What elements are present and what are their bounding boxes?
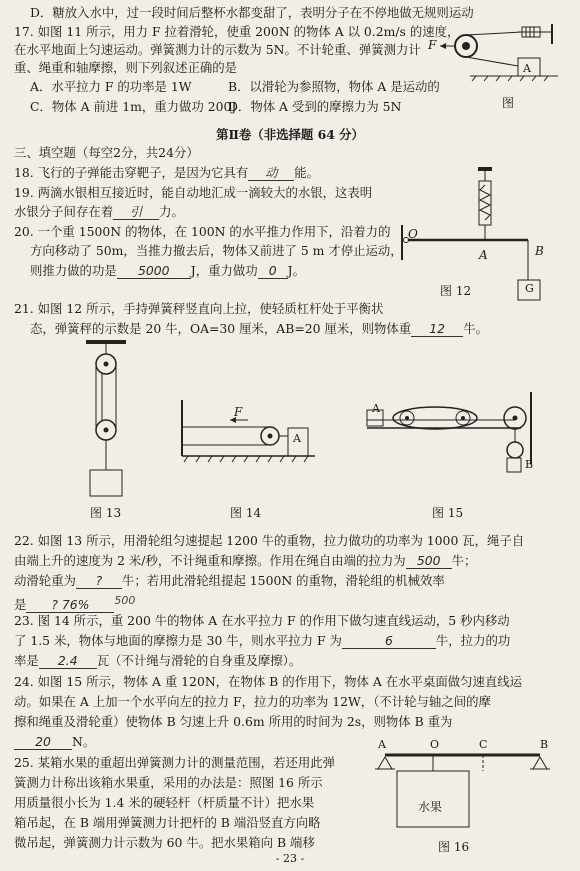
q17-line3: 重、绳重和轴摩擦，则下列叙述正确的是 (14, 60, 238, 75)
figure-11 (440, 14, 560, 104)
q22-text-4: 是 (14, 597, 27, 613)
q23-post-3: 瓦（不计绳与滑轮的自身重及摩擦）。 (96, 653, 302, 668)
q17-line2: 在水平地面上匀速运动。弹簧测力计的示数为 5N。不计轮重、弹簧测力计 (14, 42, 421, 57)
q17-line1: 17. 如图 11 所示，用力 F 拉着滑轮，使重 200N 的物体 A 以 0.2m/s 的速度， (14, 24, 460, 39)
q23-text-3: 率是 (14, 653, 39, 668)
q19-line2 (14, 205, 184, 220)
fig15-label-b: B (525, 458, 534, 471)
q16-option-d: D．糖放入水中，过一段时间后整杯水都变甜了，表明分子在不停地做无规则运动 (30, 5, 474, 20)
q22-text-3: 动滑轮重为 (14, 573, 76, 588)
q22-line2 (14, 554, 476, 569)
q17-option-b: B．以滑轮为参照物，物体 A 是运动的 (228, 79, 440, 94)
q18-answer: 动 (248, 166, 294, 181)
figure-16 (375, 735, 555, 845)
q23-line2 (14, 634, 510, 649)
fig14-caption: 图 14 (230, 506, 262, 520)
q19-line1: 19. 两滴水银相互接近时，能自动地汇成一滴较大的水银，这表明 (14, 185, 373, 200)
fig11-caption: 图 (502, 96, 515, 110)
q21-text: 态，弹簧秤的示数是 20 牛，OA=30 厘米，AB=20 厘米，则物体重 (30, 321, 412, 336)
q19-answer: 引 (113, 205, 159, 220)
q22-text: 由端上升的速度为 2 米/秒，不计绳重和摩擦。作用在绳自由端的拉力为 (14, 553, 406, 568)
section-2-title: 第Ⅱ卷（非选择题 64 分） (216, 127, 364, 142)
q24-line3: 擦和绳重及滑轮重）使物体 B 匀速上升 0.6m 所用的时间为 2s，则物体 B 重为 (14, 714, 453, 729)
q25-line3: 用质量很小长为 1.4 米的硬轻杆（杆质量不计）把水果 (14, 795, 315, 810)
q21-post: 牛。 (463, 321, 488, 336)
q20-answer-1: 5000 (117, 264, 191, 279)
fig14-label-a: A (293, 432, 301, 445)
q20-post: J。 (287, 263, 306, 278)
fig15-caption: 图 15 (432, 506, 464, 520)
fig16-label-o: O (430, 738, 440, 751)
fig13-caption: 图 13 (90, 506, 122, 520)
q24-line2: 动。如果在 A 上加一个水平向左的拉力 F，拉力的功率为 12W，（不计轮与轴之间的摩 (14, 694, 491, 709)
fig16-label-a: A (378, 738, 386, 751)
fig16-box-label: 水果 (418, 800, 443, 814)
q20-line1: 20. 一个重 1500N 的物体，在 100N 的水平推力作用下，沿着力的 (14, 224, 391, 239)
q25-line2: 簧测力计称出该箱水果重，采用的办法是：照图 16 所示 (14, 775, 323, 790)
q22-answer-2: ? (76, 574, 122, 589)
q22-post-3: 牛；若用此滑轮组提起 1500N 的重物，滑轮组的机械效率 (121, 573, 445, 588)
fig12-label-a: A (479, 248, 488, 262)
fig12-label-b: B (535, 244, 544, 258)
q18-post: 能。 (294, 165, 320, 180)
q23-answer-2: 2.4 (39, 654, 97, 669)
q17-option-a: A．水平拉力 F 的功率是 1W (30, 79, 192, 94)
q22-answer-1: 500 (406, 554, 452, 569)
q23-post: 牛，拉力的功 (435, 633, 511, 648)
q23-line3 (14, 654, 301, 669)
q20-text: 则推力做的功是 (30, 263, 117, 278)
fig11-label-a: A (523, 62, 531, 75)
q17-option-c: C．物体 A 前进 1m，重力做功 200J (30, 99, 237, 114)
q22-post: 牛； (451, 553, 477, 568)
q22-line3 (14, 574, 445, 589)
q20-answer-2: 0 (258, 264, 288, 279)
q25-line5: 微吊起，弹簧测力计示数为 60 牛。把水果箱向 B 端移 (14, 835, 315, 850)
figure-13 (72, 340, 152, 500)
q23-text: 了 1.5 米，物体与地面的摩擦力是 30 牛，则水平拉力 F 为 (14, 633, 342, 648)
page-number: - 23 - (275, 852, 305, 865)
fig16-caption: 图 16 (438, 840, 470, 854)
q21-line2 (30, 322, 488, 337)
fig16-label-c: C (479, 738, 488, 751)
fig12-label-g: G (525, 282, 534, 295)
q20-mid: J，重力做功 (190, 263, 258, 278)
q22-line1: 22. 如图 13 所示，用滑轮组匀速提起 1200 牛的重物，拉力做功的功率为 1000 瓦，绳子自 (14, 533, 525, 548)
section-3-title: 三、填空题（每空2分，共24分） (14, 145, 199, 160)
fig15-label-a: A (372, 402, 380, 415)
q23-answer-1: 6 (342, 634, 436, 649)
figure-12 (400, 165, 560, 305)
q21-answer: 12 (411, 322, 463, 337)
q17-option-d: D．物体 A 受到的摩擦力为 5N (228, 99, 402, 114)
q20-line3 (30, 264, 305, 279)
q19-post: 力。 (159, 204, 184, 219)
figure-15 (365, 392, 545, 482)
figure-14 (180, 400, 320, 490)
q22-note: 500 (114, 594, 136, 607)
q18 (14, 166, 319, 181)
q25-line4: 箱吊起，在 B 端用弹簧测力计把杆的 B 端沿竖直方向略 (14, 815, 321, 830)
q18-text: 18. 飞行的子弹能击穿靶子，是因为它具有 (14, 165, 249, 180)
fig16-label-b: B (540, 738, 549, 751)
q25-line1: 25. 某箱水果的重超出弹簧测力计的测量范围，若还用此弹 (14, 755, 336, 770)
q24-answer: 20 (14, 735, 72, 750)
q24-post: N。 (72, 734, 96, 749)
fig12-label-o: O (408, 227, 418, 241)
q24-line1: 24. 如图 15 所示，物体 A 重 120N，在物体 B 的作用下，物体 A 在水平桌面做匀速直线运 (14, 674, 523, 689)
q23-line1: 23. 图 14 所示，重 200 牛的物体 A 在水平拉力 F 的作用下做匀速直线运动，5 秒内移动 (14, 613, 510, 628)
fig11-label-f: F (428, 38, 437, 52)
q20-line2: 方向移动了 50m，当推力撤去后，物体又前进了 5 m 才停止运动， (30, 243, 403, 258)
q22-answer-3: ? 76% (26, 598, 114, 613)
fig12-caption: 图 12 (440, 284, 472, 298)
q19-text: 水银分子间存在着 (14, 204, 114, 219)
q21-line1: 21. 如图 12 所示，手持弹簧秤竖直向上拉，使轻质杠杆处于平衡状 (14, 301, 384, 316)
q22-line4 (14, 594, 135, 613)
fig14-label-f: F (234, 405, 243, 419)
q24-line4 (14, 735, 95, 750)
